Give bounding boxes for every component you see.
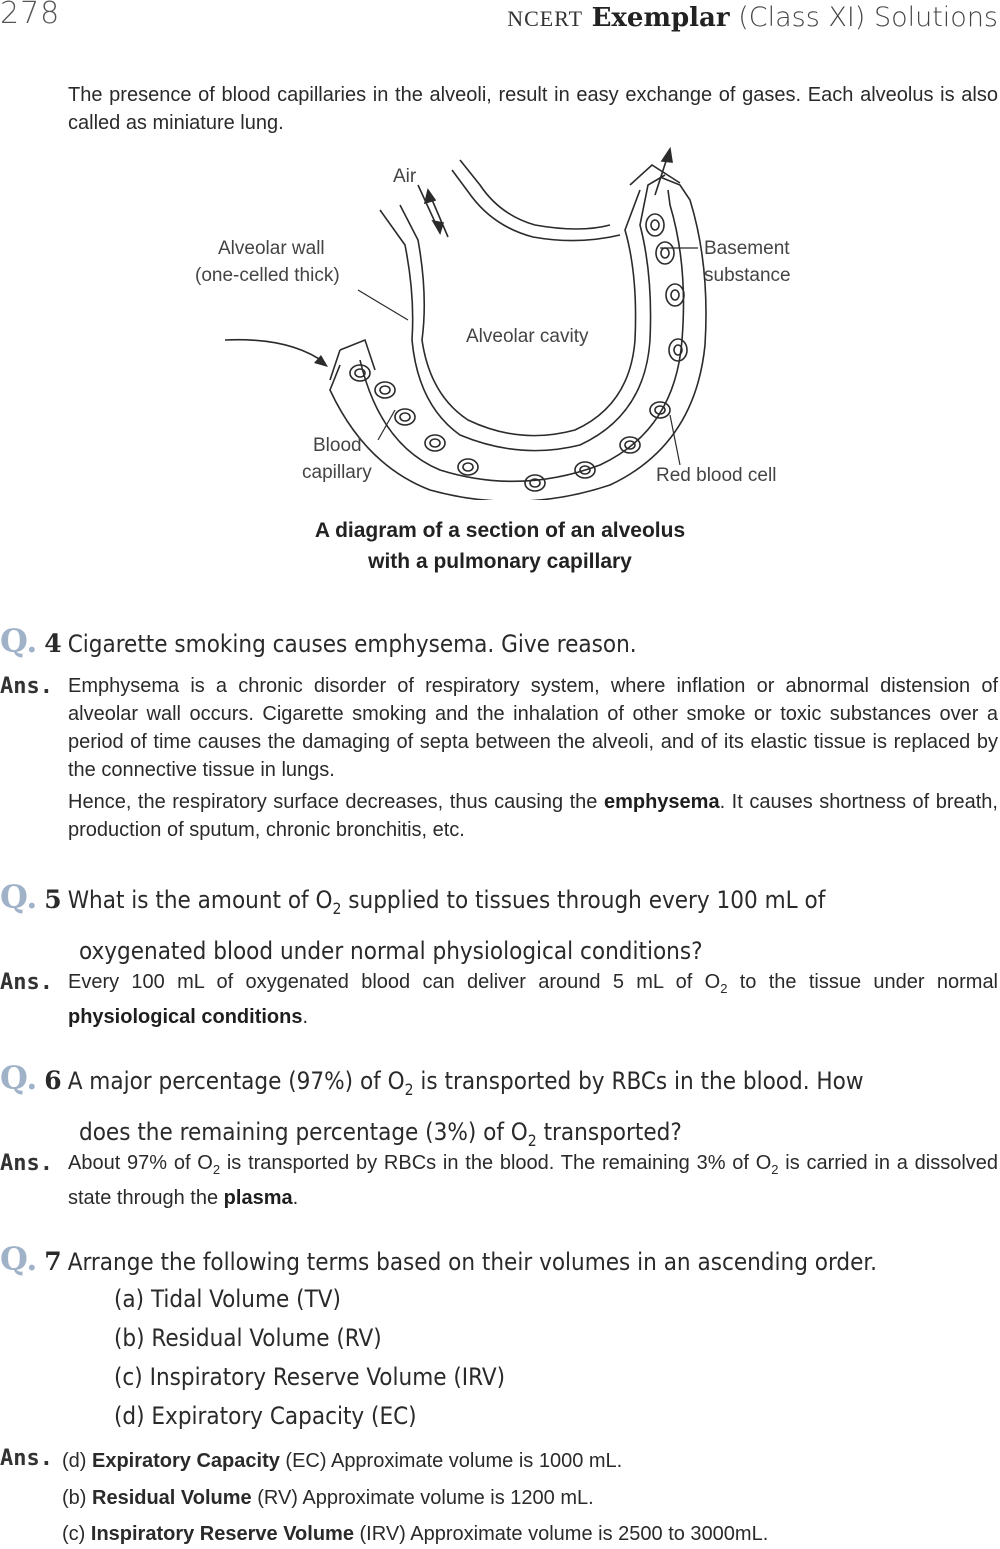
label-air: Air (393, 166, 417, 187)
question-number: 7 (44, 1247, 62, 1276)
question-number: 6 (44, 1066, 62, 1095)
question-4 (0, 620, 1000, 665)
option-c: (c) Inspiratory Reserve Volume (IRV) (114, 1363, 506, 1391)
question-5 (0, 876, 1000, 972)
book-subtitle: Solutions (873, 2, 998, 33)
question-text: Cigarette smoking causes emphysema. Give reason. (67, 630, 637, 658)
answer-keyword: Inspiratory Reserve Volume (90, 1523, 354, 1545)
question-text-continued: oxygenated blood under normal physiological conditions? (79, 936, 703, 965)
answer-label: Ans. (0, 1446, 53, 1471)
question-text: Arrange the following terms based on their volumes in an ascending order. (67, 1248, 877, 1276)
question-7 (0, 1238, 1000, 1283)
question-mark: Q. (0, 622, 38, 660)
answer-keyword: physiological conditions (68, 1006, 303, 1028)
label-alveolar-wall: Alveolar wall (218, 238, 325, 259)
label-alveolar-wall-thickness: (one-celled thick) (195, 265, 340, 286)
figure-caption (250, 515, 750, 577)
caption-line-2: with a pulmonary capillary (368, 550, 632, 573)
answer-keyword: Expiratory Capacity (92, 1450, 280, 1472)
answer-line: (c) Inspiratory Reserve Volume (IRV) Approximate volume is 2500 to 3000mL. (62, 1523, 769, 1545)
publisher: NCERT (507, 6, 584, 31)
alveolus-diagram (190, 145, 820, 500)
book-class: (Class XI) (738, 2, 866, 33)
running-head (507, 2, 998, 33)
label-basement-substance: substance (704, 265, 791, 286)
answer-keyword: emphysema (603, 791, 720, 813)
question-number: 4 (44, 629, 62, 658)
answer-4-paragraph-2 (68, 788, 998, 844)
option-a: (a) Tidal Volume (TV) (114, 1285, 341, 1313)
answer-text: . It causes shortness of breath, production of sputum, chronic bronchitis, etc. (68, 791, 998, 841)
question-mark: Q. (0, 1059, 38, 1097)
answer-label: Ans. (0, 1151, 53, 1176)
intro-paragraph: The presence of blood capillaries in the alveoli, result in easy exchange of gases. Each alveolus is also called as miniature lung. (68, 84, 998, 134)
answer-6: About 97% of $O_2$ is transported by RBCs in the blood. The remaining 3% of $O_2$ is carried in a dissolved state through the plasma. (68, 1152, 999, 1209)
label-blood: Blood (313, 435, 362, 456)
label-capillary: capillary (302, 462, 372, 483)
answer-keyword: Residual Volume (92, 1487, 252, 1509)
question-text: A major percentage (97%) of $O_2$ is transported by RBCs in the blood. How (67, 1067, 864, 1099)
question-text-continued: does the remaining percentage (3%) of $O_2$ transported? (79, 1117, 682, 1150)
answer-text: Hence, the respiratory surface decreases, thus causing the (68, 791, 604, 813)
question-mark: Q. (0, 878, 38, 916)
question-number: 5 (44, 885, 62, 914)
option-b: (b) Residual Volume (RV) (114, 1324, 382, 1352)
answer-label: Ans. (0, 970, 53, 995)
label-red-blood-cell: Red blood cell (656, 465, 777, 486)
answer-line: (b) Residual Volume (RV) Approximate volume is 1200 mL. (62, 1487, 594, 1509)
option-d: (d) Expiratory Capacity (EC) (114, 1402, 417, 1430)
answer-5: Every 100 mL of oxygenated blood can deliver around 5 mL of $O_2$ to the tissue under normal physiological conditions. (68, 971, 999, 1028)
caption-line-1: A diagram of a section of an alveolus (314, 519, 686, 542)
page-number: 278 (0, 0, 61, 31)
book-title: Exemplar (591, 3, 730, 33)
answer-line: (d) Expiratory Capacity (EC) Approximate volume is 1000 mL. (62, 1450, 623, 1472)
question-text: What is the amount of $O_2$ supplied to tissues through every 100 mL of (67, 886, 826, 918)
label-alveolar-cavity: Alveolar cavity (466, 326, 589, 347)
question-mark: Q. (0, 1240, 38, 1278)
page-header (0, 0, 1000, 40)
answer-label: Ans. (0, 674, 53, 699)
question-6 (0, 1057, 1000, 1162)
label-basement: Basement (704, 238, 790, 259)
answer-keyword: plasma (223, 1187, 293, 1209)
answer-4-paragraph-1: Emphysema is a chronic disorder of respiratory system, where inflation or abnormal distension of alveolar wall occurs. Cigarette smoking and the inhalation of other smoke or toxic substances over a period of time causes the damaging of septa between the alveoli, and of its elastic tissue is replaced by the connective tissue in lungs. (68, 675, 998, 781)
